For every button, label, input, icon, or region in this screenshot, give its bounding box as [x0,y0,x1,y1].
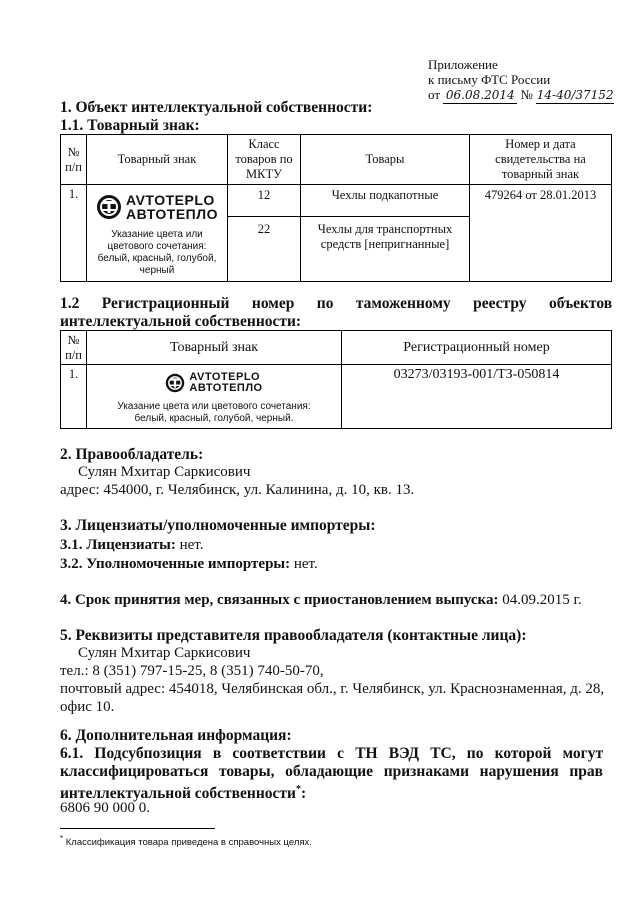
color-note: Указание цвета или цветового сочетания: белый, красный, голубой, черный [97,229,217,276]
class-12: 12 [228,185,301,217]
trademark-logo2 [87,372,341,394]
goods-2: Чехлы для транспортных средств [непригнанные] [301,217,470,282]
section61-text [60,745,603,803]
logo-emblem-icon [165,373,185,393]
section3-title: 3. Лицензиаты/уполномоченные импортеры: [60,517,376,534]
letter-date: 06.08.2014 [443,87,517,104]
logo-cyrillic2: АВТОТЕПЛО [189,382,263,394]
section6-title: 6. Дополнительная информация: [60,727,292,744]
row-number: 1. [61,185,87,282]
section5-title: 5. Реквизиты представителя правообладателя (контактные лица): [60,627,527,644]
logo-latin2: AVTOTEPLO [189,371,261,383]
th-reg: Регистрационный номер [342,331,612,365]
trademark-logo [87,193,227,221]
footnote: * Классификация товара приведена в справочных целях. [60,834,312,849]
section11-title: 1.1. Товарный знак: [60,117,200,134]
th-cert: Номер и дата свидетельства на товарный знак [470,135,612,185]
header-line3: от 06.08.2014 № 14-40/37152 [428,87,614,102]
section12-title-line2: интеллектуальной собственности: [60,313,302,330]
footnote-marker: * [295,784,301,795]
section12-title-line1: 1.2 Регистрационный номер по таможенному реестру объектов [60,295,613,312]
section61-line1: 6.1. Подсубпозиция в соответствии с ТН ВЭД ТС, по которой могут [60,745,604,762]
th-mark2: Товарный знак [87,331,342,365]
holder-address: адрес: 454000, г. Челябинск, ул. Калинина, д. 10, кв. 13. [60,482,415,498]
letter-number: 14-40/37152 [536,88,614,102]
footnote-divider [60,828,215,829]
section2-title: 2. Правообладатель: [60,446,204,463]
importers: 3.2. Уполномоченные импортеры: нет. [60,556,318,572]
trademark-cell [87,185,228,282]
section4-term: 4. Срок принятия мер, связанных с приостановлением выпуска: 04.09.2015 г. [60,592,582,608]
attachment-header [428,57,614,104]
header-line2: к письму ФТС России [428,72,551,87]
rep-name: Сулян Мхитар Саркисович [78,645,251,661]
th-class: Класс товаров по МКТУ [228,135,301,185]
header-line1: Приложение [428,57,498,72]
th-mark: Товарный знак [87,135,228,185]
rep-postal-line1: почтовый адрес: 454018, Челябинская обл., г. Челябинск, ул. Краснознаменная, д. 28, [60,681,605,697]
section1-title: 1. Объект интеллектуальной собственности: [60,99,373,116]
logo-cyrillic: АВТОТЕПЛО [126,206,218,222]
licensees: 3.1. Лицензиаты: нет. [60,537,204,553]
trademark-table [60,134,612,282]
hs-code: 6806 90 000 0. [60,800,150,816]
registry-table [60,330,612,429]
th-num2: № п/п [61,331,87,365]
th-num: № п/п [61,135,87,185]
trademark-cell2 [87,365,342,429]
goods-1: Чехлы подкапотные [301,185,470,217]
rep-phone: тел.: 8 (351) 797-15-25, 8 (351) 740-50-70, [60,663,324,679]
section61-line3: интеллектуальной собственности*: [60,784,307,803]
rep-postal-line2: офис 10. [60,699,115,715]
color-note2: Указание цвета или цветового сочетания: белый, красный, голубой, черный. [117,401,311,424]
row-number2: 1. [61,365,87,429]
th-goods: Товары [301,135,470,185]
certificate: 479264 от 28.01.2013 [470,185,612,282]
logo-emblem-icon [96,194,122,220]
class-22: 22 [228,217,301,282]
holder-name: Сулян Мхитар Саркисович [78,464,251,480]
section61-line2: классифицироваться товары, обладающие признаками нарушения прав [60,763,604,780]
reg-number: 03273/03193-001/ТЗ-050814 [342,365,612,429]
logo-latin: AVTOTEPLO [126,192,215,208]
section12-title [60,295,612,331]
